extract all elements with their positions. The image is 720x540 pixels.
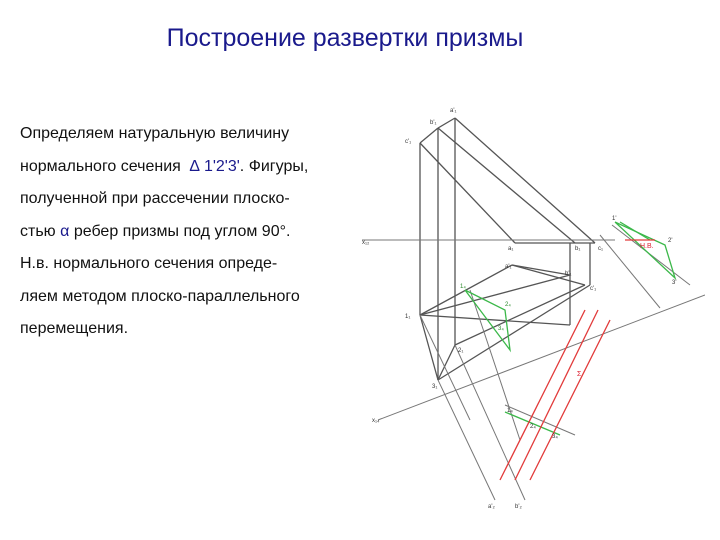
label-right-2: 2'	[668, 238, 673, 244]
description-text	[20, 118, 400, 346]
label-nv: Н.В.	[640, 243, 654, 250]
label-low-a: a'₁	[505, 264, 512, 270]
label-top-c: c'₁	[405, 139, 412, 145]
alpha-symbol: α	[60, 222, 70, 240]
text-line-3: полученной при рассечении плоско-	[20, 190, 290, 207]
label-nat-1: 1₄	[460, 284, 466, 290]
development-red	[500, 240, 655, 480]
label-mid-a: a₁	[508, 246, 514, 252]
label-right-3: 3'	[672, 280, 677, 286]
axes	[362, 225, 705, 500]
label-nat-2: 2₄	[505, 302, 511, 308]
label-low-c: c'₁	[590, 286, 597, 292]
label-x12: x₁₂	[362, 240, 370, 246]
label-top-b: b'₁	[430, 120, 437, 126]
label-bot-a: a'₂	[488, 504, 495, 510]
text-line-1: Определяем натуральную величину	[20, 125, 290, 142]
label-top-a: a'₁	[450, 108, 457, 114]
label-x14: x₁₄	[372, 418, 380, 424]
drawing-labels	[362, 108, 676, 510]
text-line-2: нормального сечения ∆ 1'2'3'. Фигуры,	[20, 157, 309, 175]
label-sec2: 2₁	[458, 348, 464, 354]
text-line-5: Н.в. нормального сечения опреде-	[20, 255, 278, 272]
label-side-1: 1₄	[507, 408, 513, 414]
text-line-7: перемещения.	[20, 320, 129, 337]
slide-title: Построение развертки призмы	[166, 24, 524, 52]
text-line-6: ляем методом плоско-параллельного	[20, 287, 300, 305]
label-side-2: 2₄	[530, 424, 536, 430]
label-mid-c: c₁	[598, 246, 604, 252]
label-bot-b: b'₂	[515, 504, 522, 510]
triangle-notation: ∆ 1'2'3'	[189, 157, 240, 175]
label-right-1: 1'	[612, 216, 617, 222]
label-low-b: b'₁	[565, 271, 572, 277]
prism-development-drawing	[360, 95, 705, 525]
label-sec1: 1₁	[405, 314, 411, 320]
text-line-4: стью α ребер призмы под углом 90°.	[20, 222, 291, 240]
label-nat-3: 3₄	[498, 326, 504, 332]
label-sec3: 3₁	[432, 384, 438, 390]
label-side-3: 3₄	[552, 434, 558, 440]
label-alpha-mark: Σ	[577, 371, 582, 378]
label-mid-b: b₁	[575, 246, 581, 252]
